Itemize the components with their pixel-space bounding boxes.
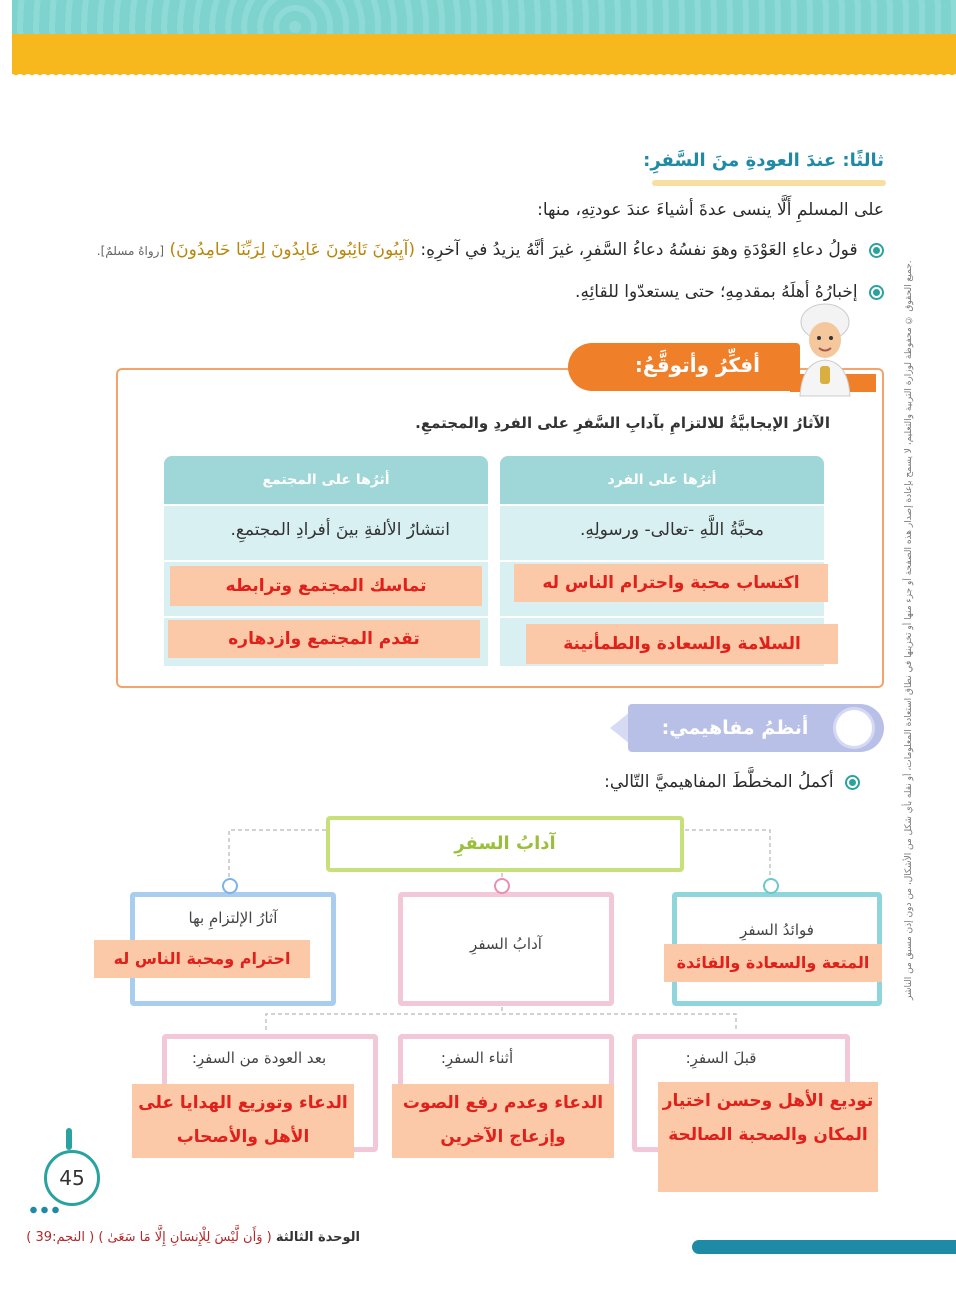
effects-label: آثارُ الإلتزامِ بها	[188, 909, 278, 927]
page-number: 45	[44, 1150, 100, 1206]
think-question: الآثارُ الإيجابيَّةُ للالتزامِ بآدابِ السَّفرِ على الفردِ والمجتمعِ.	[415, 414, 830, 432]
concepts-title: أنظمُ مفاهيمي:	[661, 717, 809, 739]
connector-dot	[494, 878, 510, 894]
society-text-1: انتشارُ الألفةِ بينَ أفرادِ المجتمعِ.	[230, 520, 450, 540]
individual-answer-1[interactable]: اكتساب محبة واحترام الناس له	[514, 564, 828, 602]
effects-answer[interactable]: احترام ومحبة الناس له	[94, 940, 310, 978]
connector-dot	[763, 878, 779, 894]
benefits-label: فوائدُ السفرِ	[740, 921, 814, 939]
dots-ornament	[28, 1206, 62, 1214]
bullet-text: إخبارُهُ أهلَهُ بمقدمِهِ؛ حتى يستعدّوا للقائِهِ.	[575, 282, 858, 302]
concept-root	[326, 816, 684, 872]
instruction-text: أكملُ المخطَّطَ المفاهيميَّ التّالي:	[604, 772, 834, 792]
after-answer[interactable]: الدعاء وتوزيع الهدايا على الأهل والأصحاب	[132, 1084, 354, 1158]
benefits-answer[interactable]: المتعة والسعادة والفائدة	[664, 944, 882, 982]
footer-text	[26, 1230, 360, 1245]
unit-label: الوحدة الثالثة	[275, 1230, 360, 1245]
after-label: بعد العودة من السفرِ:	[191, 1049, 327, 1067]
before-answer[interactable]: توديع الأهل وحسن اختيار المكان والصحبة الصالحة	[658, 1082, 878, 1192]
section-heading: ثالثًا: عندَ العودةِ منَ السَّفرِ:	[643, 150, 884, 171]
society-answer-2[interactable]: تقدم المجتمع وازدهاره	[168, 620, 480, 658]
intro-text: على المسلمِ أَلَّا ينسى عدةَ أشياءَ عندَ عودتِهِ، منها:	[537, 200, 884, 220]
think-title: أفكِّرُ وأتوقَّعُ:	[634, 353, 760, 377]
during-answer[interactable]: الدعاء وعدم رفع الصوت وإزعاج الآخرين	[392, 1084, 614, 1158]
before-label: قبلَ السفرِ:	[685, 1049, 757, 1067]
root-label: آدابُ السفرِ	[454, 833, 556, 854]
col-society-header: أثرُها على المجتمع	[164, 456, 488, 504]
concept-etiquette	[398, 892, 614, 1006]
bullet-text: قولُ دعاءِ العَوْدَةِ وهوَ نفسُهُ دعاءُ السَّفرِ، غيرَ أنَّهُ يزيدُ في آخرِهِ:	[420, 240, 858, 260]
individual-text-1: محبَّةُ اللَّهِ -تعالى- ورسولِهِ.	[579, 520, 764, 540]
footer-bar	[692, 1240, 956, 1254]
verse-text: (آيِبُونَ تَائِبُونَ عَابِدُونَ لِرَبِّنَا حَامِدُونَ)	[169, 240, 415, 260]
footer-verse: ( وَأَن لَّيْسَ لِلْإِنسَانِ إِلَّا مَا سَعَىٰ ) ( النجم:39 )	[26, 1230, 272, 1245]
source-text: [رواهُ مسلمٌ].	[96, 244, 165, 258]
society-answer-1[interactable]: تماسك المجتمع وترابطه	[170, 566, 482, 606]
copyright-note: جميع الحقوق © محفوظة لوزارة التربية والتعليم، لا يسمح بإعادة إصدار هذه الصفحة أو جزء منها أو تخزينها في نطاق استعادة المعلومات، أو نقله بأي شكل من الأشكال، من دون إذن مسبق من الناشر.	[904, 260, 914, 1000]
etiquette-label: آدابُ السفرِ	[470, 935, 542, 953]
individual-answer-2[interactable]: السلامة والسعادة والطمأنينة	[526, 624, 838, 664]
col-individual-header: أثرُها على الفرد	[500, 456, 824, 504]
during-label: أثناء السفرِ:	[440, 1049, 514, 1067]
page-marker	[66, 1128, 72, 1150]
connector-dot	[222, 878, 238, 894]
